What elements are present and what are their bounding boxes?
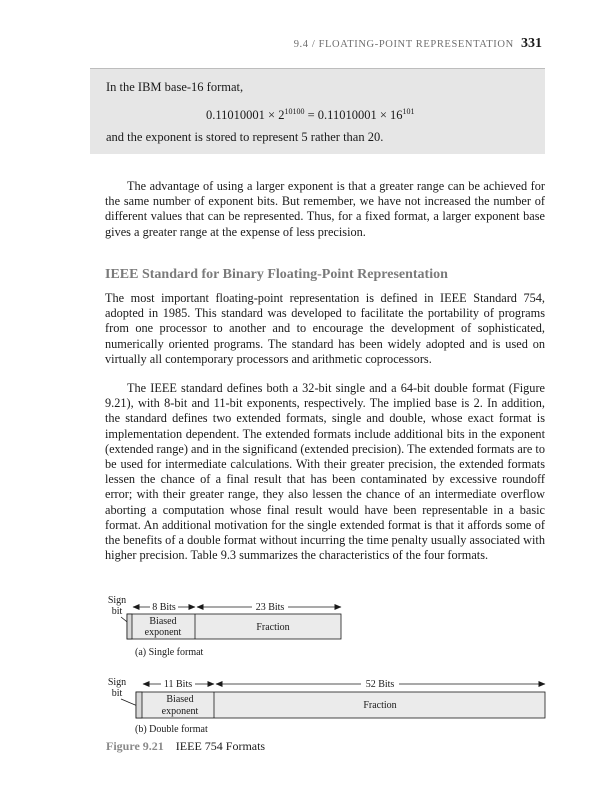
double-fraction-bits: 52 Bits bbox=[365, 679, 395, 690]
eq-equals: = bbox=[307, 108, 315, 123]
eq-mantissa-right: 0.11010001 bbox=[317, 108, 377, 123]
single-exponent-label-1: Biased bbox=[149, 616, 177, 627]
double-sign-field bbox=[136, 692, 142, 718]
double-format-diagram bbox=[108, 677, 545, 735]
single-sign-label-2: bit bbox=[111, 606, 123, 617]
single-exponent-label-2: exponent bbox=[144, 627, 182, 638]
single-format-diagram bbox=[108, 595, 341, 658]
example-conclusion: and the exponent is stored to represent 5 rather than 20. bbox=[106, 130, 384, 144]
figure-caption bbox=[106, 739, 265, 754]
eq-exp-left: 10100 bbox=[284, 107, 305, 116]
double-exponent-label-1: Biased bbox=[166, 694, 194, 705]
paragraph-ieee-intro: The most important floating-point representation is defined in IEEE Standard 754, adopted in 1985. This standard was developed to facilitate the portability of programs from one processor to another and to encourage the development of sophisticated, numerically oriented programs. The standard has been widely adopted and is used on virtually all contemporary processors and arithmetic coprocessors. bbox=[105, 291, 545, 366]
double-exponent-bits: 11 Bits bbox=[163, 679, 193, 690]
eq-base-right: 16 bbox=[390, 108, 403, 123]
example-intro: In the IBM base-16 format, bbox=[106, 80, 244, 94]
single-subcaption: (a) Single format bbox=[135, 647, 204, 658]
section-heading: IEEE Standard for Binary Floating-Point Representation bbox=[105, 267, 448, 282]
single-sign-label-1: Sign bbox=[107, 595, 127, 606]
single-fraction-bits: 23 Bits bbox=[255, 602, 285, 613]
double-fraction-label: Fraction bbox=[363, 700, 397, 711]
figure-number: Figure 9.21 bbox=[106, 739, 164, 753]
eq-times-1: × bbox=[268, 108, 276, 123]
running-head-title: 9.4 / FLOATING-POINT REPRESENTATION bbox=[293, 39, 514, 50]
eq-mantissa-left: 0.11010001 bbox=[206, 108, 265, 123]
page-number: 331 bbox=[521, 36, 542, 51]
double-sign-label-2: bit bbox=[111, 688, 123, 699]
paragraph-larger-exponent: The advantage of using a larger exponent is that a greater range can be achieved for the same number of exponent bits. But remember, we have not increased the number of different values that can be represented. Thus, for a fixed format, a larger exponent base gives a greater range at the expense of less precision. bbox=[105, 179, 545, 239]
paragraph-ieee-formats: The IEEE standard defines both a 32-bit single and a 64-bit double format (Figure 9.21), with 8-bit and 11-bit exponents, respectively. The implied base is 2. In addition, the standard defines two extended formats, single and double, whose exact format is implementation dependent. The extended formats include additional bits in the exponent (extended range) and in the significand (extended precision). The extended formats are to be used for intermediate calculations. With their greater precision, the extended formats lessen the chance of a final result that has been contaminated by excessive roundoff error; with their greater range, they also lessen the chance of an intermediate overflow aborting a computation whose final result would have been representable in a basic format. An additional motivation for the single extended format is that it affords some of the benefits of a double format without incurring the time penalty usually associated with higher precision. Table 9.3 summarizes the characteristics of the four formats. bbox=[105, 381, 545, 563]
single-fraction-label: Fraction bbox=[256, 622, 290, 633]
single-exponent-bits: 8 Bits bbox=[152, 602, 176, 613]
eq-times-2: × bbox=[379, 108, 387, 123]
eq-exp-right: 101 bbox=[402, 107, 415, 116]
double-exponent-label-2: exponent bbox=[161, 706, 199, 717]
figure-title: IEEE 754 Formats bbox=[175, 739, 266, 753]
double-subcaption: (b) Double format bbox=[135, 724, 208, 735]
eq-base-left: 2 bbox=[278, 108, 285, 123]
double-sign-label-1: Sign bbox=[107, 677, 127, 688]
single-sign-field bbox=[127, 614, 132, 639]
